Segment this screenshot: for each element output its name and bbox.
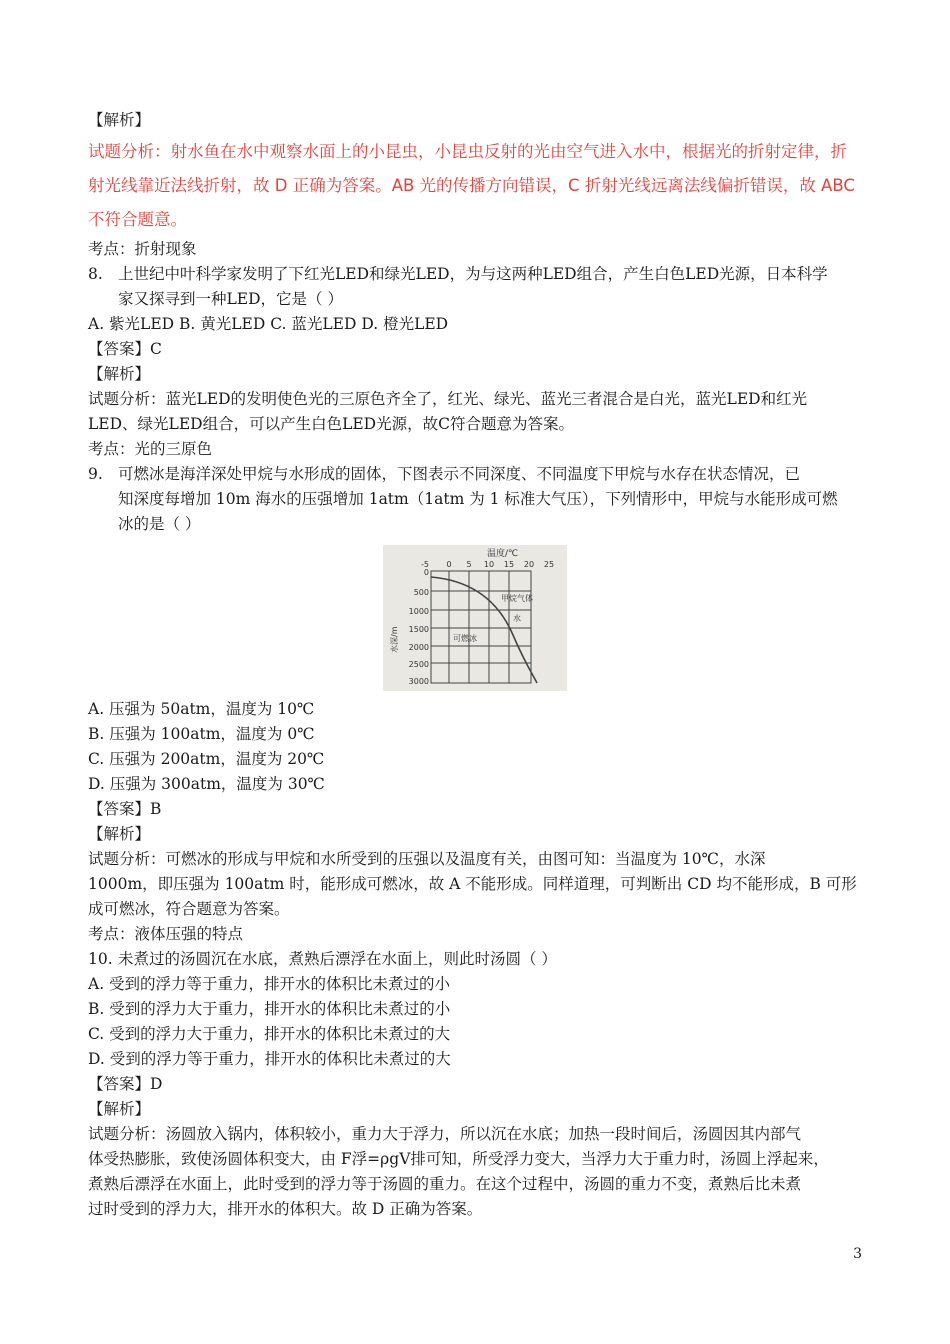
analysis-line: 成可燃冰，符合题意为答案。 — [88, 900, 290, 918]
page-number: 3 — [853, 1246, 862, 1262]
y-tick: 1500 — [408, 625, 429, 634]
answer: 【答案】B — [88, 800, 162, 818]
x-tick: 5 — [466, 560, 472, 569]
analysis-line: 过时受到的浮力大，排开水的体积大。故 D 正确为答案。 — [88, 1200, 483, 1218]
y-axis-title: 水深/m — [390, 626, 399, 653]
kaodian: 考点：液体压强的特点 — [88, 925, 244, 943]
analysis-line: 1000m，即压强为 100atm 时，能形成可燃冰，故 A 不能形成。同样道理，可判断出 CD 均不能形成，B 可形 — [88, 875, 857, 893]
option: B. 受到的浮力大于重力，排开水的体积比未煮过的小 — [88, 1000, 451, 1018]
question-8-options: A. 紫光LED B. 黄光LED C. 蓝光LED D. 橙光LED — [88, 315, 449, 333]
question-number: 9. — [88, 465, 103, 483]
option: A. 受到的浮力等于重力，排开水的体积比未煮过的小 — [88, 975, 451, 993]
region-water-label: 水 — [513, 614, 521, 623]
y-tick: 0 — [423, 568, 429, 577]
red-analysis-line: 试题分析：射水鱼在水中观察水面上的小昆虫，小昆虫反射的光由空气进入水中，根据光的折射定律，折 — [88, 142, 847, 161]
x-axis-title: 温度/℃ — [487, 549, 519, 559]
x-tick: 10 — [483, 560, 495, 569]
y-tick: 3000 — [408, 677, 429, 686]
question-9-stem: 9. 可燃冰是海洋深处甲烷与水形成的固体，下图表示不同深度、不同温度下甲烷与水存在状态情况，已 — [88, 462, 878, 487]
option: C. 压强为 200atm，温度为 20℃ — [88, 750, 325, 768]
red-analysis-line: 不符合题意。 — [88, 210, 187, 229]
kaodian: 考点：光的三原色 — [88, 440, 213, 458]
question-number: 10. — [88, 950, 113, 968]
y-tick: 2000 — [408, 643, 429, 652]
analysis-line: 试题分析：蓝光LED的发明使色光的三原色齐全了，红光、绿光、蓝光三者混合是白光，蓝光LED和红光 — [88, 390, 808, 408]
region-gas-label: 甲烷气体 — [501, 594, 533, 603]
x-tick: 15 — [503, 560, 515, 569]
x-tick: 20 — [523, 560, 535, 569]
red-analysis-line: 射光线靠近法线折射，故 D 正确为答案。AB 光的传播方向错误，C 折射光线远离法线偏折错误，故 ABC — [88, 176, 855, 195]
jiexi-label: 【解析】 — [88, 365, 151, 383]
question-number: 8. — [88, 265, 103, 283]
question-8-stem: 8. 上世纪中叶科学家发明了下红光LED和绿光LED，为与这两种LED组合，产生白色LED光源，日本科学 — [88, 262, 878, 287]
answer: 【答案】C — [88, 340, 162, 358]
jiexi-label: 【解析】 — [88, 111, 151, 129]
y-tick: 2500 — [408, 660, 429, 669]
kaodian: 考点：折射现象 — [88, 240, 197, 258]
option: C. 受到的浮力大于重力，排开水的体积比未煮过的大 — [88, 1025, 451, 1043]
analysis-line: 试题分析：可燃冰的形成与甲烷和水所受到的压强以及温度有关，由图可知：当温度为 10℃，水深 — [88, 850, 766, 868]
analysis-line: 试题分析：汤圆放入锅内，体积较小，重力大于浮力，所以沉在水底；加热一段时间后，汤圆因其内部气 — [88, 1125, 802, 1143]
y-tick: 1000 — [408, 607, 429, 616]
analysis-line: 煮熟后漂浮在水面上，此时受到的浮力等于汤圆的重力。在这个过程中，汤圆的重力不变，煮熟后比未煮 — [88, 1175, 802, 1193]
option: B. 压强为 100atm，温度为 0℃ — [88, 725, 315, 743]
region-ice-label: 可燃冰 — [453, 634, 477, 643]
x-tick: 0 — [446, 560, 452, 569]
y-tick: 500 — [413, 588, 429, 597]
x-tick: 25 — [543, 560, 555, 569]
jiexi-label: 【解析】 — [88, 1100, 151, 1118]
phase-diagram-figure — [383, 545, 567, 691]
x-tick: -5 — [421, 560, 429, 569]
question-10-stem: 10. 未煮过的汤圆沉在水底，煮熟后漂浮在水面上，则此时汤圆（ ） — [88, 947, 878, 972]
analysis-line: 体受热膨胀，致使汤圆体积变大，由 F浮=ρgV排可知，所受浮力变大，当浮力大于重力时，汤圆上浮起来， — [88, 1150, 829, 1168]
analysis-line: LED、绿光LED组合，可以产生白色LED光源，故C符合题意为答案。 — [88, 415, 574, 433]
jiexi-label: 【解析】 — [88, 825, 151, 843]
document-page: 【解析】 试题分析：射水鱼在水中观察水面上的小昆虫，小昆虫反射的光由空气进入水中，根据光的折射定律，折 射光线靠近法线折射，故 D 正确为答案。AB 光的传播方向错误，C 折射光线远离法线偏折错误，故 ABC 不符合题意。 考点：折射现象 8. 上世纪中叶科学家发明了下红光LED和绿光LED，为与这两种LED组合，产生白色LED光源，日本科学 家又探寻到一种LED，它是（ ） A. 紫光LED B. 黄光LED C. 蓝光LED D. 橙光LED 【答案】C 【解析】 试题分析：蓝光LED的发明使色光的三原色齐全了，红光、绿光、蓝光三者混合是白光，蓝光LED和红光 LED、绿光LED组合，可以产生白色LED光源，故C符合题意为答案。 考点：光的三原色 9. 可燃冰是海洋深处甲烷与水形成的固体，下图表示不同深度、不同温度下甲烷与水存在状态情况，已 知深度每增加 10m 海水的压强增加 1atm（1atm 为 1 标准大气压），下列情形中，甲烷与水能形成可燃 冰的是（ ） 温度/℃ -5 0 5 10 15 20 25 0 500 1000 1500 2000 2500 3000 水深/m 甲烷气体 水 可燃冰 A. 压强为 50atm，温度为 10℃ B. 压强为 100atm，温度为 0℃ C. 压强为 200atm，温度为 20℃ D. 压强为 300atm，温度为 30℃ 【答案】B 【解析】 试题分析：可燃冰的形成与甲烷和水所受到的压强以及温度有关，由图可知：当温度为 10℃，水深 1000m，即压强为 100atm 时，能形成可燃冰，故 A 不能形成。同样道理，可判断出 CD 均不能形成，B 可形 成可燃冰，符合题意为答案。 考点：液体压强的特点 10. 未煮过的汤圆沉在水底，煮熟后漂浮在水面上，则此时汤圆（ ） A. 受到的浮力等于重力，排开水的体积比未煮过的小 B. 受到的浮力大于重力，排开水的体积比未煮过的小 C. 受到的浮力大于重力，排开水的体积比未煮过的大 D. 受到的浮力等于重力，排开水的体积比未煮过的大 【答案】D 【解析】 试题分析：汤圆放入锅内，体积较小，重力大于浮力，所以沉在水底；加热一段时间后，汤圆因其内部气 体受热膨胀，致使汤圆体积变大，由 F浮=ρgV排可知，所受浮力变大，当浮力大于重力时，汤圆上浮起来， 煮熟后漂浮在水面上，此时受到的浮力等于汤圆的重力。在这个过程中，汤圆的重力不变，煮熟后比未煮 过时受到的浮力大，排开水的体积大。故 D 正确为答案。 — [88, 108, 878, 1222]
answer: 【答案】D — [88, 1075, 163, 1093]
option: A. 压强为 50atm，温度为 10℃ — [88, 700, 315, 718]
option: D. 压强为 300atm，温度为 30℃ — [88, 775, 325, 793]
option: D. 受到的浮力等于重力，排开水的体积比未煮过的大 — [88, 1050, 451, 1068]
